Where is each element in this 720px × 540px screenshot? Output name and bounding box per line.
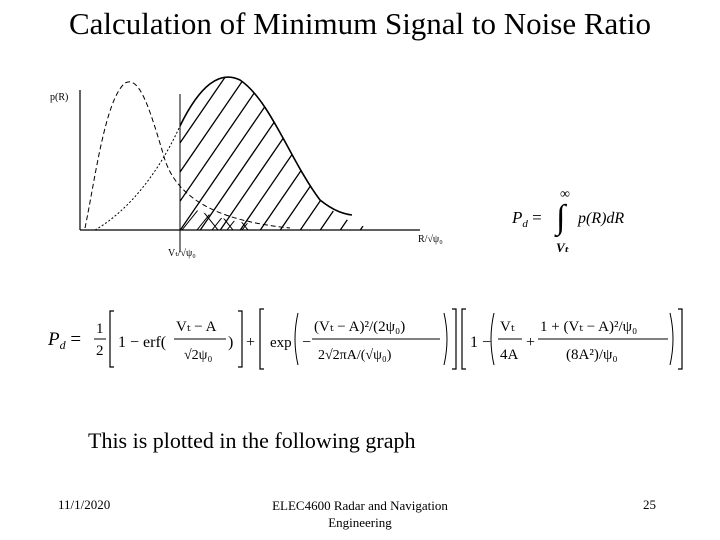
- bracket-one: 1 −: [470, 334, 492, 351]
- term2-numerator: 1 + (Vₜ − A)²/ψ₀: [540, 319, 638, 335]
- integral-lhs: $P_d$ =: [512, 208, 542, 230]
- y-axis-label: p(R): [50, 92, 69, 103]
- hatched-detection-area: [90, 70, 470, 245]
- half-denominator: 2: [96, 343, 104, 359]
- footer-page-number: 25: [643, 497, 656, 512]
- footer-date: 11/1/2020: [58, 497, 111, 512]
- detection-probability-formula: [0, 295, 720, 385]
- footer-course: ELEC4600 Radar and Navigation Engineering: [272, 498, 448, 530]
- signal-density-tail: [180, 77, 352, 215]
- erf-term: 1 − erf(: [118, 334, 167, 351]
- exp-numerator: (Vₜ − A)²/(2ψ₀): [314, 319, 406, 335]
- exp-term: exp: [270, 335, 292, 351]
- integral-sign: ∫: [556, 199, 566, 236]
- erf-close: ): [228, 334, 234, 351]
- signal-density-curve: [95, 77, 350, 230]
- pdf-figure: [0, 70, 720, 270]
- term1-numerator: Vₜ: [500, 319, 515, 335]
- minus-sign: −: [302, 334, 312, 351]
- hatched-noise-area: [170, 170, 290, 245]
- integral-lower-limit: Vₜ: [556, 240, 570, 255]
- exp-denominator: 2√2πA/(√ψ₀): [318, 348, 392, 363]
- caption-text: This is plotted in the following graph: [88, 428, 416, 453]
- formula-lhs: $P_d$ =: [48, 329, 82, 352]
- term1-denominator: 4A: [500, 347, 519, 363]
- term2-denominator: (8A²)/ψ₀: [566, 347, 618, 363]
- half-numerator: 1: [96, 321, 104, 337]
- detection-integral: [511, 187, 624, 255]
- erf-numerator: Vₜ − A: [176, 319, 217, 335]
- noise-density-curve: [85, 82, 290, 228]
- threshold-label: Vₜ/√ψ₀: [168, 248, 196, 259]
- x-axis-label: R/√ψ₀: [418, 234, 443, 245]
- term-plus: +: [526, 334, 536, 351]
- slide-title: Calculation of Minimum Signal to Noise Ratio: [68, 6, 652, 41]
- integral-integrand: p(R)dR: [578, 210, 625, 227]
- erf-denominator: √2ψ₀: [184, 348, 213, 363]
- integral-upper-limit: ∞: [560, 187, 570, 202]
- plus-sign: +: [246, 334, 256, 351]
